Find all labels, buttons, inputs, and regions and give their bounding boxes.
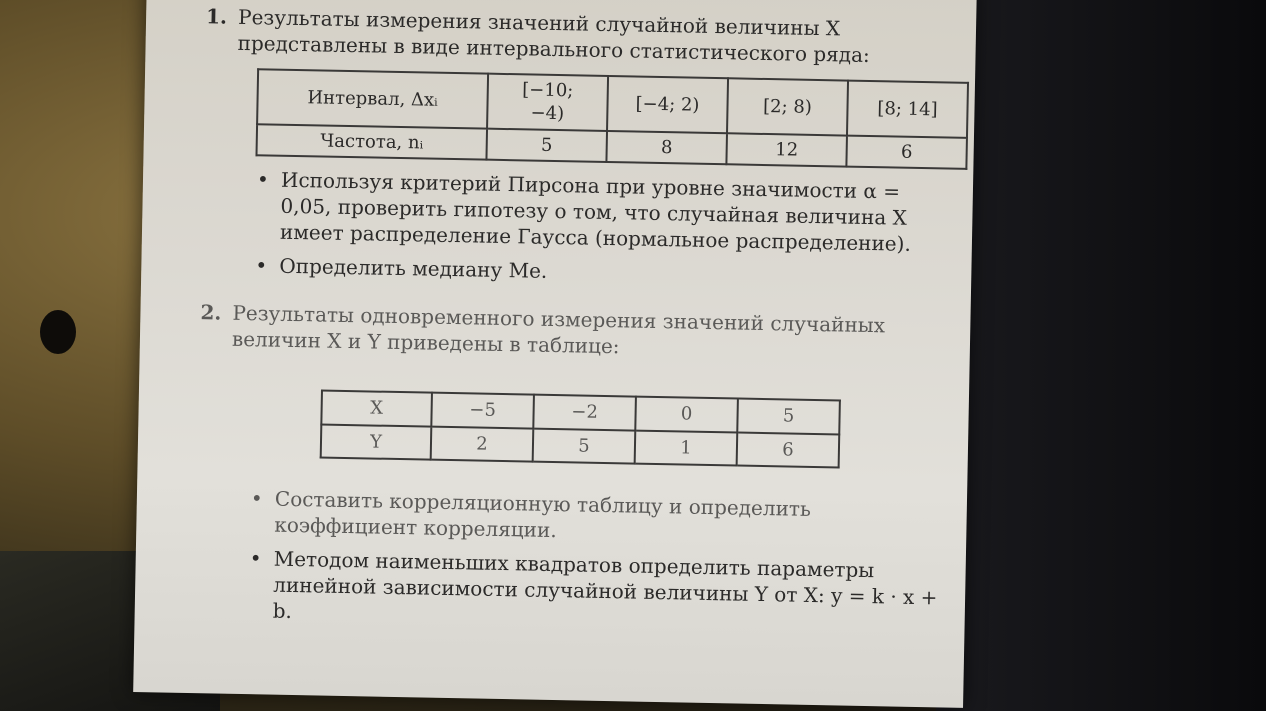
xy-table [320, 390, 841, 469]
x-header: X [321, 391, 432, 426]
task-text: Составить корреляционную таблицу и определить коэффициент корреляции. [274, 486, 812, 543]
list-item [251, 252, 946, 291]
interval-cell: [8; 14] [847, 81, 968, 138]
interval-cell: [−10; −4) [487, 74, 608, 131]
dark-background [936, 0, 1266, 711]
ink-stain [40, 310, 76, 354]
problem-text: Результаты измерения значений случайной величины X представлены в виде интервального статистического ряда: [237, 4, 871, 67]
task-text: Используя критерий Пирсона при уровне значимости α = 0,05, проверить гипотезу о том, что случайная величина X имеет распределение Гаусса (нормальное распределение). [279, 167, 912, 256]
x-cell: −5 [431, 393, 534, 428]
frequency-cell: 12 [726, 133, 847, 167]
x-cell: 0 [635, 397, 738, 432]
interval-table [255, 68, 969, 170]
frequency-cell: 8 [606, 131, 727, 165]
interval-cell: [2; 8) [727, 78, 848, 135]
problem-2 [195, 299, 946, 636]
x-cell: −2 [533, 395, 636, 430]
problem-text: Результаты одновременного измерения значений случайных величин X и Y приведены в таблице: [231, 300, 886, 359]
task-list [227, 485, 943, 637]
frequency-header: Частота, nᵢ [256, 124, 487, 160]
interval-header: Интервал, Δxᵢ [257, 69, 488, 128]
y-header: Y [321, 424, 432, 459]
interval-cell: [−4; 2) [607, 76, 728, 133]
task-list [233, 166, 948, 292]
y-cell: 1 [635, 430, 738, 465]
bullet-icon: • [249, 546, 262, 571]
list-item [252, 166, 948, 257]
frequency-cell: 5 [486, 128, 607, 162]
y-cell: 6 [737, 432, 840, 467]
bullet-icon: • [256, 167, 270, 192]
list-item [245, 545, 941, 636]
task-text: Методом наименьших квадратов определить параметры линейной зависимости случайной величины Y от X: y = k · x + b. [272, 546, 938, 623]
document-content [194, 3, 951, 646]
problem-number: 2. [200, 300, 222, 325]
bullet-icon: • [250, 486, 263, 511]
paper-sheet [133, 0, 977, 708]
frequency-cell: 6 [846, 135, 967, 169]
y-cell: 2 [431, 426, 534, 461]
y-cell: 5 [533, 428, 636, 463]
list-item [246, 485, 942, 550]
problem-number: 1. [205, 4, 228, 29]
task-text: Определить медиану Me. [279, 253, 548, 284]
problem-1 [201, 3, 951, 291]
x-cell: 5 [737, 399, 840, 434]
bullet-icon: • [255, 253, 268, 278]
